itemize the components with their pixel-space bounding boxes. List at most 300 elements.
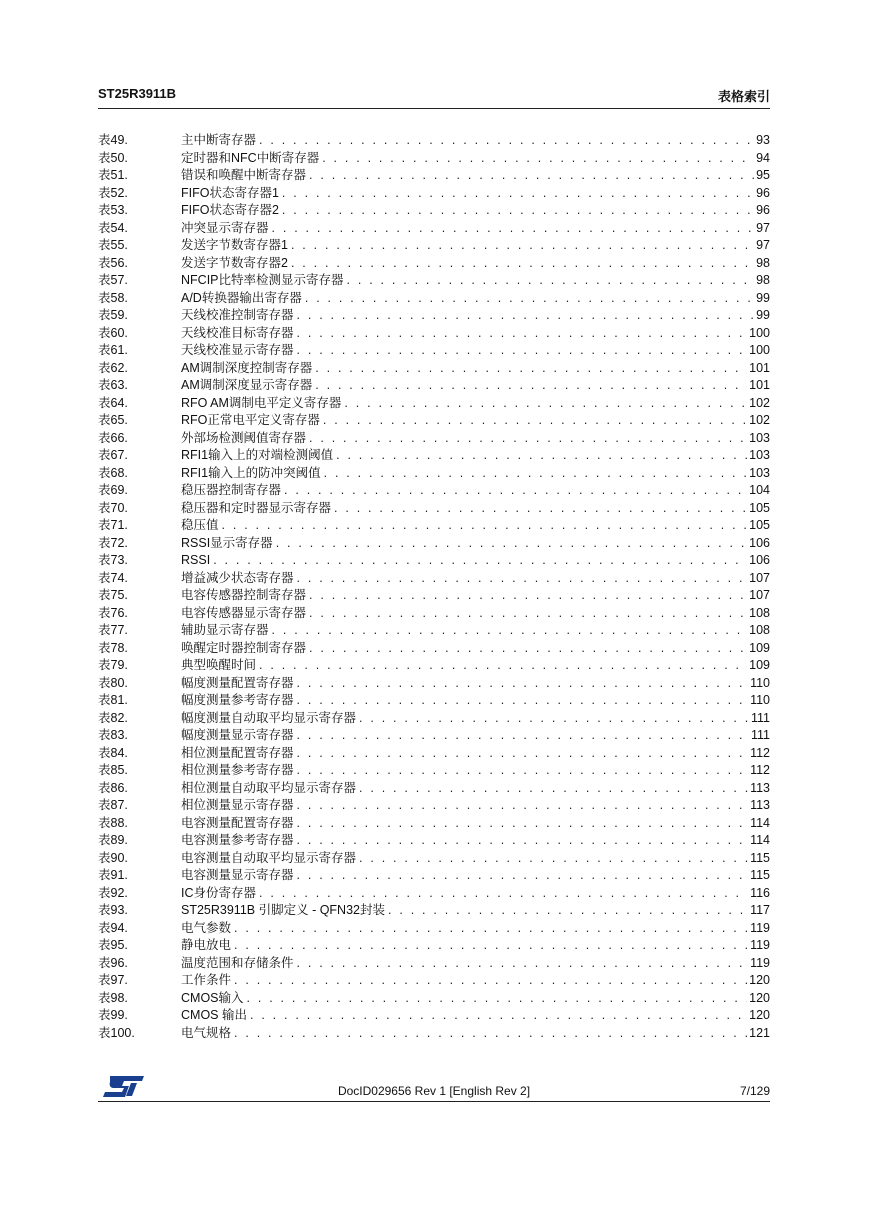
- toc-page-number[interactable]: 113: [748, 797, 770, 815]
- toc-title-link[interactable]: 电气规格: [181, 1025, 234, 1043]
- toc-table-number: 表73.: [98, 553, 128, 567]
- toc-dot-leader: [297, 727, 749, 745]
- document-name: ST25R3911B: [98, 86, 177, 101]
- toc-page-number[interactable]: 114: [748, 832, 770, 850]
- toc-table-number: 表86.: [98, 780, 128, 795]
- toc-entry[interactable]: [181, 1025, 770, 1043]
- toc-entry[interactable]: [181, 867, 770, 885]
- toc-entry[interactable]: [181, 727, 770, 745]
- toc-page-number[interactable]: 97: [754, 237, 770, 255]
- toc-title-link[interactable]: 静电放电: [181, 937, 234, 955]
- toc-page-number[interactable]: 94: [754, 150, 770, 168]
- toc-row[interactable]: [98, 377, 770, 395]
- toc-entry[interactable]: [181, 622, 770, 640]
- toc-table-number: 表62.: [98, 360, 128, 375]
- toc-table-number: 表58.: [98, 290, 128, 305]
- toc-title-link[interactable]: 天线校准控制寄存器: [181, 307, 297, 325]
- table-index-list: [98, 132, 770, 1042]
- toc-entry[interactable]: [181, 395, 770, 413]
- toc-title-link[interactable]: FIFO状态寄存器2: [181, 202, 282, 220]
- toc-dot-leader: [297, 342, 748, 360]
- toc-table-number: 表82.: [98, 710, 128, 725]
- toc-page-number[interactable]: 120: [747, 990, 770, 1008]
- toc-dot-leader: [359, 780, 748, 798]
- toc-page-number[interactable]: 112: [748, 745, 770, 763]
- toc-page-number[interactable]: 99: [754, 307, 770, 325]
- toc-title-link[interactable]: RSSI: [181, 552, 213, 570]
- toc-title-link[interactable]: 工作条件: [181, 972, 234, 990]
- toc-dot-leader: [297, 675, 749, 693]
- toc-entry[interactable]: [181, 832, 770, 850]
- toc-row[interactable]: [98, 955, 770, 973]
- toc-dot-leader: [336, 447, 747, 465]
- toc-row[interactable]: [98, 535, 770, 553]
- toc-dot-leader: [272, 220, 755, 238]
- toc-table-number: 表83.: [98, 728, 128, 742]
- document-id: DocID029656 Rev 1 [English Rev 2]: [337, 1084, 531, 1098]
- toc-table-number: 表93.: [98, 903, 128, 917]
- toc-table-number: 表72.: [98, 535, 128, 550]
- toc-entry[interactable]: [181, 500, 770, 518]
- toc-entry[interactable]: [181, 167, 770, 185]
- toc-page-number[interactable]: 115: [748, 867, 770, 885]
- toc-title-link[interactable]: 电容测量自动取平均显示寄存器: [181, 850, 359, 868]
- toc-entry[interactable]: [181, 780, 770, 798]
- toc-row[interactable]: [98, 990, 770, 1008]
- toc-row[interactable]: [98, 430, 770, 448]
- toc-dot-leader: [359, 850, 748, 868]
- toc-page-number[interactable]: 119: [748, 920, 770, 938]
- toc-row[interactable]: [98, 395, 770, 413]
- toc-entry[interactable]: [181, 710, 770, 728]
- toc-page-number[interactable]: 103: [747, 430, 770, 448]
- toc-row[interactable]: [98, 797, 770, 815]
- toc-table-number: 表94.: [98, 920, 128, 935]
- toc-page-number[interactable]: 106: [747, 535, 770, 553]
- toc-row[interactable]: [98, 500, 770, 518]
- toc-page-number[interactable]: 97: [754, 220, 770, 238]
- toc-page-number[interactable]: 117: [748, 902, 770, 920]
- toc-dot-leader: [282, 185, 754, 203]
- toc-entry[interactable]: [181, 535, 770, 553]
- toc-title-link[interactable]: RFO正常电平定义寄存器: [181, 412, 323, 430]
- toc-table-number: 表81.: [98, 693, 128, 707]
- toc-row[interactable]: [98, 867, 770, 885]
- toc-entry[interactable]: [181, 185, 770, 203]
- toc-page-number[interactable]: 115: [748, 850, 770, 868]
- toc-dot-leader: [359, 710, 749, 728]
- toc-row[interactable]: [98, 552, 770, 570]
- toc-entry[interactable]: [181, 972, 770, 990]
- toc-dot-leader: [297, 692, 749, 710]
- toc-table-number: 表92.: [98, 885, 128, 900]
- toc-dot-leader: [297, 797, 749, 815]
- toc-table-number: 表66.: [98, 430, 128, 445]
- toc-title-link[interactable]: 温度范围和存储条件: [181, 955, 297, 973]
- toc-title-link[interactable]: RFO AM调制电平定义寄存器: [181, 395, 344, 413]
- toc-row[interactable]: [98, 972, 770, 990]
- toc-title-link[interactable]: CMOS 输出: [181, 1007, 250, 1025]
- toc-table-number: 表51.: [98, 168, 128, 182]
- toc-page-number[interactable]: 120: [747, 1007, 770, 1025]
- toc-row[interactable]: [98, 1007, 770, 1025]
- toc-title-link[interactable]: 天线校准目标寄存器: [181, 325, 297, 343]
- toc-row[interactable]: [98, 605, 770, 623]
- toc-page-number[interactable]: 100: [747, 342, 770, 360]
- toc-entry[interactable]: [181, 465, 770, 483]
- toc-dot-leader: [297, 307, 755, 325]
- toc-dot-leader: [344, 395, 747, 413]
- toc-table-number: 表88.: [98, 815, 128, 830]
- toc-table-number: 表87.: [98, 798, 128, 812]
- toc-page-number[interactable]: 98: [754, 255, 770, 273]
- toc-row[interactable]: [98, 220, 770, 238]
- toc-title-link[interactable]: CMOS输入: [181, 990, 247, 1008]
- toc-dot-leader: [234, 1025, 747, 1043]
- toc-dot-leader: [259, 657, 747, 675]
- toc-title-link[interactable]: A/D转换器输出寄存器: [181, 290, 305, 308]
- toc-dot-leader: [291, 255, 754, 273]
- toc-page-number[interactable]: 93: [754, 132, 770, 150]
- toc-title-link[interactable]: 发送字节数寄存器2: [181, 255, 291, 273]
- toc-dot-leader: [234, 972, 747, 990]
- toc-page-number[interactable]: 104: [747, 482, 770, 500]
- toc-page-number[interactable]: 106: [747, 552, 770, 570]
- toc-page-number[interactable]: 113: [748, 780, 770, 798]
- toc-dot-leader: [309, 587, 747, 605]
- toc-dot-leader: [315, 377, 747, 395]
- toc-dot-leader: [324, 465, 748, 483]
- toc-table-number: 表74.: [98, 570, 128, 585]
- toc-dot-leader: [297, 762, 749, 780]
- toc-page-number[interactable]: 100: [747, 325, 770, 343]
- toc-table-number: 表89.: [98, 833, 128, 847]
- toc-entry[interactable]: [181, 885, 770, 903]
- toc-page-number[interactable]: 103: [747, 465, 770, 483]
- toc-entry[interactable]: [181, 815, 770, 833]
- toc-title-link[interactable]: 幅度测量显示寄存器: [181, 727, 297, 745]
- toc-table-number: 表60.: [98, 325, 128, 340]
- toc-entry[interactable]: [181, 990, 770, 1008]
- toc-entry[interactable]: [181, 360, 770, 378]
- toc-table-number: 表80.: [98, 675, 128, 690]
- toc-row[interactable]: [98, 587, 770, 605]
- toc-table-number: 表52.: [98, 185, 128, 200]
- toc-dot-leader: [297, 867, 749, 885]
- toc-entry[interactable]: [181, 237, 770, 255]
- toc-title-link[interactable]: 天线校准显示寄存器: [181, 342, 297, 360]
- toc-row[interactable]: [98, 255, 770, 273]
- toc-row[interactable]: [98, 360, 770, 378]
- toc-title-link[interactable]: 相位测量参考寄存器: [181, 762, 297, 780]
- toc-title-link[interactable]: 冲突显示寄存器: [181, 220, 272, 238]
- toc-page-number[interactable]: 95: [754, 167, 770, 185]
- toc-title-link[interactable]: 电容传感器显示寄存器: [181, 605, 309, 623]
- toc-table-number: 表64.: [98, 395, 128, 410]
- toc-row[interactable]: [98, 745, 770, 763]
- toc-title-link[interactable]: 发送字节数寄存器1: [181, 237, 291, 255]
- toc-title-link[interactable]: NFCIP比特率检测显示寄存器: [181, 272, 347, 290]
- toc-title-link[interactable]: 相位测量配置寄存器: [181, 745, 297, 763]
- toc-page-number[interactable]: 119: [748, 955, 770, 973]
- toc-title-link[interactable]: AM调制深度显示寄存器: [181, 377, 315, 395]
- toc-title-link[interactable]: 主中断寄存器: [181, 132, 259, 150]
- toc-title-link[interactable]: RFI1输入上的对端检测阈值: [181, 447, 336, 465]
- toc-dot-leader: [213, 552, 747, 570]
- toc-page-number[interactable]: 112: [748, 762, 770, 780]
- toc-dot-leader: [388, 902, 748, 920]
- toc-dot-leader: [282, 202, 754, 220]
- toc-title-link[interactable]: AM调制深度控制寄存器: [181, 360, 315, 378]
- toc-table-number: 表84.: [98, 745, 128, 760]
- toc-table-number: 表78.: [98, 640, 128, 655]
- toc-row[interactable]: [98, 202, 770, 220]
- toc-entry[interactable]: [181, 570, 770, 588]
- toc-page-number[interactable]: 119: [748, 937, 770, 955]
- toc-entry[interactable]: [181, 797, 770, 815]
- toc-row[interactable]: [98, 447, 770, 465]
- toc-dot-leader: [334, 500, 747, 518]
- toc-row[interactable]: [98, 657, 770, 675]
- toc-page-number[interactable]: 96: [754, 202, 770, 220]
- toc-page-number[interactable]: 105: [747, 517, 770, 535]
- toc-dot-leader: [309, 605, 747, 623]
- toc-page-number[interactable]: 109: [747, 640, 770, 658]
- toc-table-number: 表50.: [98, 150, 128, 165]
- toc-row[interactable]: [98, 727, 770, 745]
- toc-title-link[interactable]: 定时器和NFC中断寄存器: [181, 150, 322, 168]
- toc-row[interactable]: [98, 167, 770, 185]
- toc-page-number[interactable]: 101: [747, 360, 770, 378]
- toc-entry[interactable]: [181, 657, 770, 675]
- toc-table-number: 表63.: [98, 378, 128, 392]
- toc-dot-leader: [297, 955, 749, 973]
- toc-table-number: 表70.: [98, 500, 128, 515]
- toc-page-number[interactable]: 121: [747, 1025, 770, 1043]
- toc-page-number[interactable]: 96: [754, 185, 770, 203]
- toc-entry[interactable]: [181, 150, 770, 168]
- toc-dot-leader: [234, 920, 748, 938]
- toc-entry[interactable]: [181, 412, 770, 430]
- toc-row[interactable]: [98, 325, 770, 343]
- toc-table-number: 表49.: [98, 133, 128, 147]
- toc-row[interactable]: [98, 762, 770, 780]
- toc-row[interactable]: [98, 272, 770, 290]
- toc-dot-leader: [234, 937, 748, 955]
- toc-table-number: 表68.: [98, 465, 128, 480]
- toc-title-link[interactable]: 错误和唤醒中断寄存器: [181, 167, 309, 185]
- toc-entry[interactable]: [181, 692, 770, 710]
- toc-row[interactable]: [98, 710, 770, 728]
- toc-entry[interactable]: [181, 605, 770, 623]
- toc-page-number[interactable]: 111: [749, 727, 770, 745]
- toc-table-number: 表90.: [98, 850, 128, 865]
- toc-entry[interactable]: [181, 377, 770, 395]
- toc-row[interactable]: [98, 132, 770, 150]
- toc-title-link[interactable]: 稳压器控制寄存器: [181, 482, 284, 500]
- toc-entry[interactable]: [181, 955, 770, 973]
- toc-page-number[interactable]: 102: [747, 395, 770, 413]
- toc-dot-leader: [276, 535, 747, 553]
- toc-page-number[interactable]: 98: [754, 272, 770, 290]
- toc-page-number[interactable]: 105: [747, 500, 770, 518]
- toc-entry[interactable]: [181, 220, 770, 238]
- toc-entry[interactable]: [181, 552, 770, 570]
- toc-row[interactable]: [98, 185, 770, 203]
- toc-title-link[interactable]: ST25R3911B 引脚定义 - QFN32封装: [181, 902, 388, 920]
- toc-entry[interactable]: [181, 290, 770, 308]
- toc-page-number[interactable]: 107: [747, 587, 770, 605]
- toc-dot-leader: [305, 290, 754, 308]
- toc-title-link[interactable]: 相位测量显示寄存器: [181, 797, 297, 815]
- toc-row[interactable]: [98, 885, 770, 903]
- toc-entry[interactable]: [181, 482, 770, 500]
- toc-entry[interactable]: [181, 255, 770, 273]
- toc-row[interactable]: [98, 517, 770, 535]
- toc-dot-leader: [259, 885, 748, 903]
- toc-row[interactable]: [98, 902, 770, 920]
- toc-entry[interactable]: [181, 342, 770, 360]
- page-footer: [98, 1074, 770, 1102]
- toc-table-number: 表65.: [98, 413, 128, 427]
- toc-title-link[interactable]: 辅助显示寄存器: [181, 622, 272, 640]
- toc-entry[interactable]: [181, 762, 770, 780]
- toc-row[interactable]: [98, 780, 770, 798]
- toc-table-number: 表69.: [98, 483, 128, 497]
- toc-entry[interactable]: [181, 517, 770, 535]
- toc-dot-leader: [347, 272, 755, 290]
- toc-row[interactable]: [98, 570, 770, 588]
- toc-row[interactable]: [98, 1025, 770, 1043]
- toc-title-link[interactable]: 电气参数: [181, 920, 234, 938]
- toc-entry[interactable]: [181, 132, 770, 150]
- toc-title-link[interactable]: 唤醒定时器控制寄存器: [181, 640, 309, 658]
- toc-page-number[interactable]: 103: [747, 447, 770, 465]
- toc-dot-leader: [315, 360, 747, 378]
- toc-title-link[interactable]: 典型唤醒时间: [181, 657, 259, 675]
- toc-page-number[interactable]: 101: [747, 377, 770, 395]
- toc-entry[interactable]: [181, 920, 770, 938]
- toc-dot-leader: [297, 815, 749, 833]
- toc-table-number: 表56.: [98, 255, 128, 270]
- toc-entry[interactable]: [181, 902, 770, 920]
- toc-row[interactable]: [98, 482, 770, 500]
- toc-title-link[interactable]: 增益减少状态寄存器: [181, 570, 297, 588]
- toc-page-number[interactable]: 107: [747, 570, 770, 588]
- toc-dot-leader: [297, 325, 748, 343]
- toc-title-link[interactable]: 电容测量显示寄存器: [181, 867, 297, 885]
- toc-page-number[interactable]: 99: [754, 290, 770, 308]
- toc-row[interactable]: [98, 150, 770, 168]
- toc-dot-leader: [291, 237, 754, 255]
- toc-dot-leader: [297, 832, 749, 850]
- page-header: [98, 84, 770, 109]
- toc-title-link[interactable]: RFI1输入上的防冲突阈值: [181, 465, 324, 483]
- toc-row[interactable]: [98, 307, 770, 325]
- toc-title-link[interactable]: 电容测量参考寄存器: [181, 832, 297, 850]
- toc-title-link[interactable]: 幅度测量参考寄存器: [181, 692, 297, 710]
- toc-title-link[interactable]: 稳压值: [181, 517, 222, 535]
- toc-row[interactable]: [98, 920, 770, 938]
- toc-page-number[interactable]: 102: [747, 412, 770, 430]
- toc-title-link[interactable]: 稳压器和定时器显示寄存器: [181, 500, 334, 518]
- toc-row[interactable]: [98, 675, 770, 693]
- toc-row[interactable]: [98, 937, 770, 955]
- toc-table-number: 表95.: [98, 938, 128, 952]
- toc-entry[interactable]: [181, 937, 770, 955]
- toc-entry[interactable]: [181, 325, 770, 343]
- toc-table-number: 表54.: [98, 220, 128, 235]
- toc-entry[interactable]: [181, 202, 770, 220]
- toc-table-number: 表99.: [98, 1008, 128, 1022]
- toc-table-number: 表76.: [98, 605, 128, 620]
- toc-title-link[interactable]: 相位测量自动取平均显示寄存器: [181, 780, 359, 798]
- toc-entry[interactable]: [181, 675, 770, 693]
- toc-table-number: 表57.: [98, 273, 128, 287]
- toc-title-link[interactable]: IC身份寄存器: [181, 885, 259, 903]
- toc-row[interactable]: [98, 342, 770, 360]
- toc-dot-leader: [259, 132, 754, 150]
- toc-table-number: 表77.: [98, 623, 128, 637]
- toc-page-number[interactable]: 108: [747, 622, 770, 640]
- toc-table-number: 表85.: [98, 763, 128, 777]
- toc-table-number: 表79.: [98, 658, 128, 672]
- toc-row[interactable]: [98, 622, 770, 640]
- toc-title-link[interactable]: 电容传感器控制寄存器: [181, 587, 309, 605]
- toc-row[interactable]: [98, 412, 770, 430]
- toc-row[interactable]: [98, 832, 770, 850]
- toc-row[interactable]: [98, 815, 770, 833]
- toc-table-number: 表75.: [98, 588, 128, 602]
- toc-dot-leader: [323, 412, 747, 430]
- toc-entry[interactable]: [181, 587, 770, 605]
- toc-row[interactable]: [98, 290, 770, 308]
- toc-row[interactable]: [98, 465, 770, 483]
- toc-page-number[interactable]: 120: [747, 972, 770, 990]
- toc-row[interactable]: [98, 237, 770, 255]
- toc-title-link[interactable]: 幅度测量配置寄存器: [181, 675, 297, 693]
- toc-entry[interactable]: [181, 745, 770, 763]
- toc-title-link[interactable]: FIFO状态寄存器1: [181, 185, 282, 203]
- toc-title-link[interactable]: 外部场检测阈值寄存器: [181, 430, 309, 448]
- toc-table-number: 表71.: [98, 518, 128, 532]
- toc-table-number: 表53.: [98, 203, 128, 217]
- toc-title-link[interactable]: 电容测量配置寄存器: [181, 815, 297, 833]
- toc-entry[interactable]: [181, 272, 770, 290]
- toc-row[interactable]: [98, 850, 770, 868]
- toc-entry[interactable]: [181, 307, 770, 325]
- toc-title-link[interactable]: RSSI显示寄存器: [181, 535, 276, 553]
- toc-entry[interactable]: [181, 447, 770, 465]
- toc-dot-leader: [250, 1007, 747, 1025]
- toc-page-number[interactable]: 111: [749, 710, 770, 728]
- toc-page-number[interactable]: 109: [747, 657, 770, 675]
- toc-row[interactable]: [98, 692, 770, 710]
- toc-dot-leader: [222, 517, 748, 535]
- toc-page-number[interactable]: 110: [748, 675, 770, 693]
- toc-entry[interactable]: [181, 1007, 770, 1025]
- toc-page-number[interactable]: 116: [748, 885, 770, 903]
- toc-page-number[interactable]: 114: [748, 815, 770, 833]
- toc-entry[interactable]: [181, 850, 770, 868]
- toc-dot-leader: [322, 150, 754, 168]
- toc-page-number[interactable]: 108: [747, 605, 770, 623]
- toc-title-link[interactable]: 幅度测量自动取平均显示寄存器: [181, 710, 359, 728]
- toc-row[interactable]: [98, 640, 770, 658]
- toc-entry[interactable]: [181, 430, 770, 448]
- toc-page-number[interactable]: 110: [748, 692, 770, 710]
- toc-entry[interactable]: [181, 640, 770, 658]
